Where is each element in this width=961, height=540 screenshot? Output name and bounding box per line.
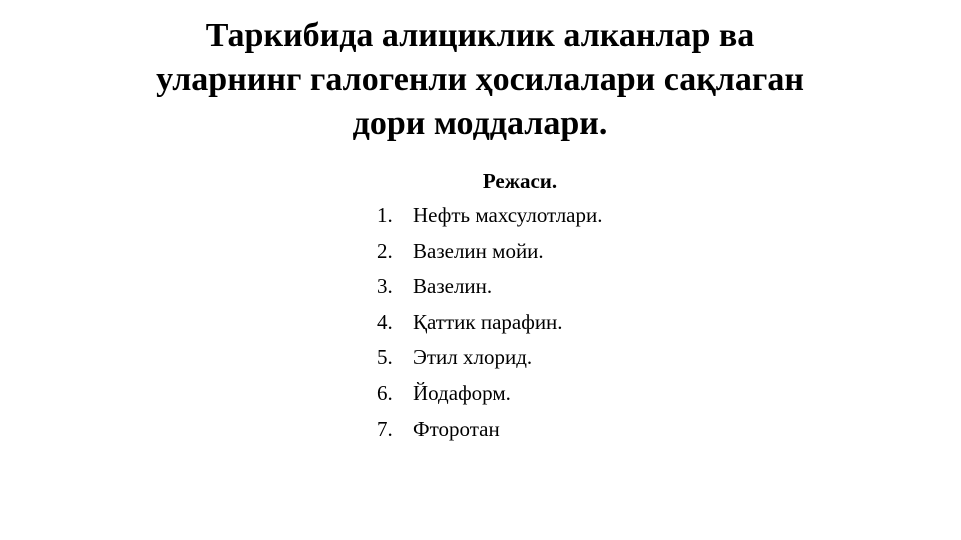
plan-item xyxy=(377,342,602,378)
title-line: уларнинг галогенли ҳосилалари сақлаган xyxy=(156,61,804,98)
plan-item-number: 2. xyxy=(377,238,393,263)
title-line: дори моддалари. xyxy=(352,105,608,142)
title-line: Таркибида алициклик алканлар ва xyxy=(205,17,755,54)
plan-item-number: 3. xyxy=(377,274,393,299)
plan-item-number: 5. xyxy=(377,345,393,370)
plan-item-number: 7. xyxy=(377,416,393,441)
plan-item-text: Қаттик парафин. xyxy=(413,309,563,334)
plan-item xyxy=(377,378,602,414)
plan-heading: Режаси. xyxy=(482,169,558,193)
plan-item xyxy=(377,236,602,272)
plan-item xyxy=(377,307,602,343)
plan-item-text: Этил хлорид. xyxy=(413,345,533,370)
slide-title xyxy=(80,14,880,146)
plan-item-text: Нефть махсулотлари. xyxy=(413,203,603,227)
plan-item xyxy=(377,414,602,450)
plan-item-number: 4. xyxy=(377,309,393,334)
plan-item xyxy=(377,271,602,307)
plan-item-number: 1. xyxy=(377,203,393,227)
plan-item-text: Йодаформ. xyxy=(413,380,511,405)
plan-item xyxy=(377,200,602,236)
plan-item-text: Вазелин. xyxy=(413,274,493,299)
plan-item-number: 6. xyxy=(377,380,393,405)
plan-item-text: Вазелин мойи. xyxy=(413,238,544,263)
plan-list xyxy=(377,200,602,449)
plan-item-text: Фторотан xyxy=(413,416,500,441)
